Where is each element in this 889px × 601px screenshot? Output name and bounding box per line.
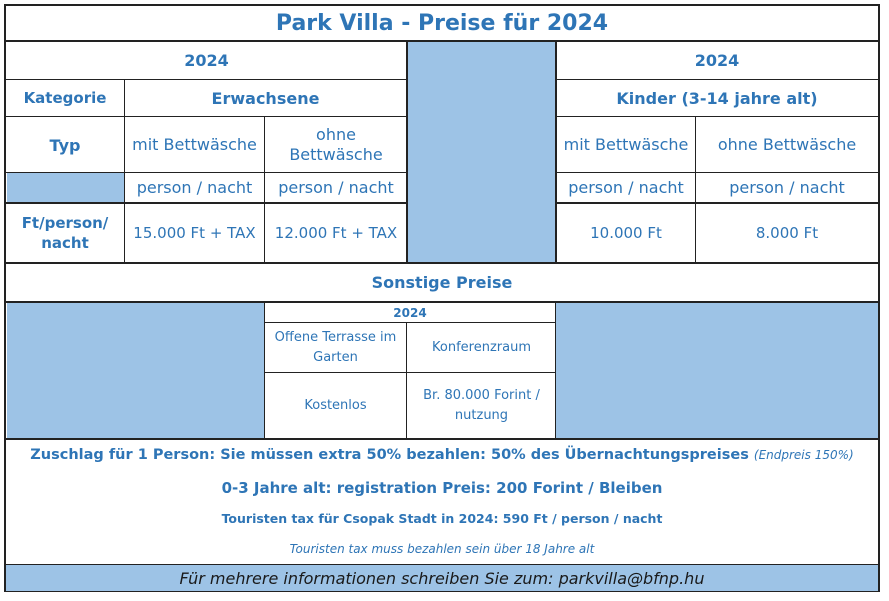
spacer-block-left [7, 303, 264, 438]
adults-header: Erwachsene [211, 88, 320, 108]
spacer-block-right [556, 303, 878, 438]
terrace-price: Kostenlos [304, 397, 367, 413]
divider [6, 262, 878, 264]
contact-info: Für mehrere informationen schreiben Sie zum: parkvilla@bfnp.hu [179, 569, 705, 588]
divider [264, 302, 265, 438]
type-label: Typ [49, 135, 81, 155]
divider [6, 301, 878, 303]
divider [6, 564, 878, 565]
other-prices-title: Sonstige Preise [371, 273, 513, 292]
adults-without-linen: ohne Bettwäsche [289, 125, 383, 164]
conference-room-price: Br. 80.000 Forint / nutzung [423, 387, 540, 423]
unit-cell: person / nacht [278, 178, 394, 197]
children-price-with-linen: 10.000 Ft [590, 224, 662, 242]
divider [264, 322, 556, 323]
spacer-block [407, 42, 556, 262]
divider [6, 172, 407, 173]
category-label: Kategorie [23, 89, 107, 107]
other-prices-year: 2024 [393, 305, 427, 320]
divider [556, 172, 878, 173]
surcharge-endprice: (Endpreis 150%) [753, 448, 854, 462]
divider [695, 117, 696, 262]
children-with-linen: mit Bettwäsche [563, 135, 689, 154]
children-registration-note: 0-3 Jahre alt: registration Preis: 200 Forint / Bleiben [221, 479, 663, 497]
divider [6, 438, 878, 440]
children-without-linen: ohne Bettwäsche [717, 135, 857, 154]
tourist-tax-age-note: Touristen tax muss bezahlen sein über 18 Jahre alt [289, 542, 595, 556]
divider [406, 41, 408, 262]
price-row-label: Ft/person/ nacht [21, 214, 109, 252]
tourist-tax-note: Touristen tax für Csopak Stadt in 2024: 590 Ft / person / nacht [221, 511, 663, 526]
divider [264, 117, 265, 262]
divider [6, 202, 407, 204]
year-header-left: 2024 [184, 51, 229, 70]
divider [555, 302, 556, 438]
unit-cell: person / nacht [729, 178, 845, 197]
divider [6, 116, 407, 117]
spacer-cell [7, 173, 124, 202]
children-price-without-linen: 8.000 Ft [755, 224, 819, 242]
terrace-label: Offene Terrasse im Garten [274, 329, 397, 365]
surcharge-note [6, 447, 878, 463]
divider [555, 41, 557, 262]
unit-cell: person / nacht [568, 178, 684, 197]
unit-cell: person / nacht [136, 178, 253, 197]
adults-price-with-linen: 15.000 Ft + TAX [133, 224, 256, 242]
divider [264, 372, 556, 373]
divider [556, 79, 878, 80]
year-header-right: 2024 [694, 51, 740, 70]
surcharge-text: Zuschlag für 1 Person: Sie müssen extra 50% bezahlen: 50% des Übernachtungspreises [30, 447, 749, 463]
divider [406, 322, 407, 438]
adults-with-linen: mit Bettwäsche [132, 135, 257, 154]
divider [6, 79, 407, 80]
divider [556, 202, 878, 204]
children-header: Kinder (3-14 jahre alt) [616, 88, 818, 108]
divider [556, 116, 878, 117]
conference-room-label: Konferenzraum [432, 339, 531, 355]
adults-price-without-linen: 12.000 Ft + TAX [274, 224, 398, 242]
divider [124, 80, 125, 262]
page-title: Park Villa - Preise für 2024 [275, 10, 609, 36]
